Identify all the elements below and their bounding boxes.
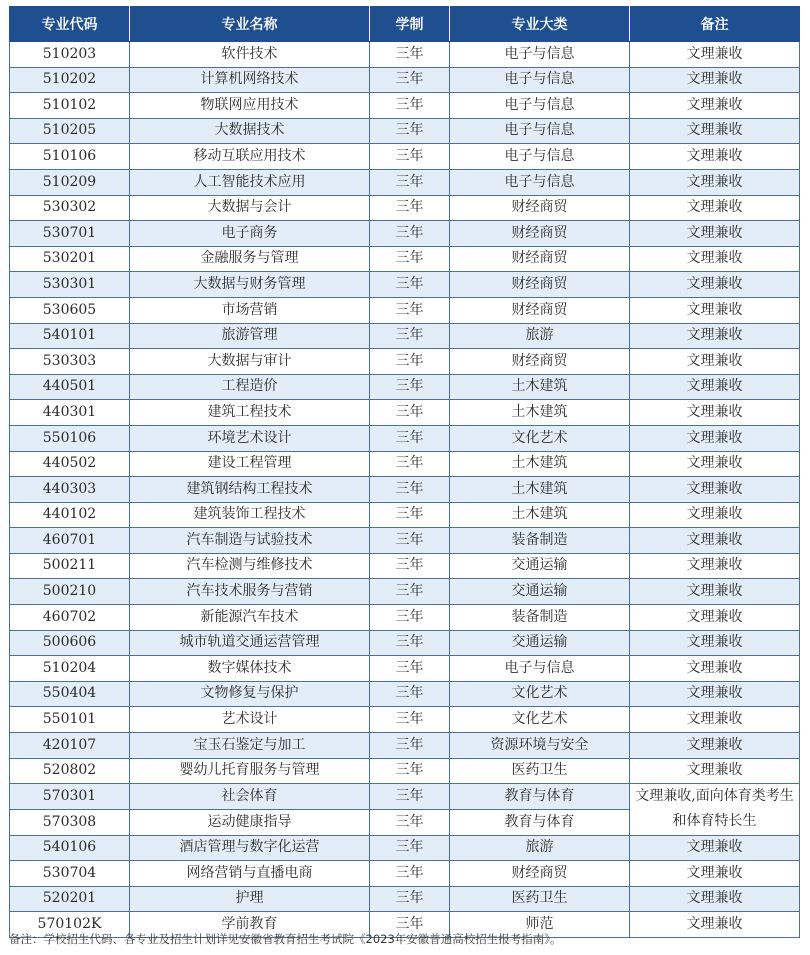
- duration-cell: 三年: [370, 579, 450, 605]
- duration-cell: 三年: [370, 297, 450, 323]
- duration-cell: 三年: [370, 144, 450, 170]
- remark-cell: 文理兼收: [630, 861, 800, 887]
- major-category-cell: 财经商贸: [450, 246, 630, 272]
- major-name-cell: 文物修复与保护: [130, 681, 370, 707]
- table-row: [10, 886, 800, 912]
- remark-cell: 文理兼收: [630, 733, 800, 759]
- duration-cell: 三年: [370, 886, 450, 912]
- major-code-cell: 510203: [10, 42, 130, 68]
- table-row: [10, 605, 800, 631]
- duration-cell: 三年: [370, 809, 450, 835]
- duration-cell: 三年: [370, 42, 450, 68]
- table-row: [10, 758, 800, 784]
- table-row: [10, 144, 800, 170]
- major-category-cell: 教育与体育: [450, 784, 630, 810]
- duration-cell: 三年: [370, 246, 450, 272]
- major-category-cell: 财经商贸: [450, 861, 630, 887]
- duration-cell: 三年: [370, 758, 450, 784]
- remark-cell: 文理兼收: [630, 605, 800, 631]
- table-row: [10, 528, 800, 554]
- table-row: [10, 349, 800, 375]
- remark-cell: 文理兼收: [630, 246, 800, 272]
- remark-cell: 文理兼收: [630, 579, 800, 605]
- duration-cell: 三年: [370, 681, 450, 707]
- duration-cell: 三年: [370, 400, 450, 426]
- table-row: [10, 400, 800, 426]
- table-row: [10, 297, 800, 323]
- major-code-cell: 550106: [10, 425, 130, 451]
- major-name-cell: 城市轨道交通运营管理: [130, 630, 370, 656]
- major-category-cell: 教育与体育: [450, 809, 630, 835]
- table-row: [10, 93, 800, 119]
- duration-cell: 三年: [370, 374, 450, 400]
- duration-cell: 三年: [370, 272, 450, 298]
- major-category-cell: 文化艺术: [450, 681, 630, 707]
- major-category-cell: 财经商贸: [450, 297, 630, 323]
- major-category-cell: 文化艺术: [450, 425, 630, 451]
- major-name-cell: 大数据技术: [130, 118, 370, 144]
- major-category-cell: 医药卫生: [450, 758, 630, 784]
- major-code-cell: 460702: [10, 605, 130, 631]
- table-row: [10, 425, 800, 451]
- major-name-cell: 社会体育: [130, 784, 370, 810]
- remark-cell: 文理兼收,面向体育类考生和体育特长生: [630, 784, 800, 835]
- major-code-cell: 420107: [10, 733, 130, 759]
- duration-cell: 三年: [370, 323, 450, 349]
- major-code-cell: 530302: [10, 195, 130, 221]
- duration-cell: 三年: [370, 656, 450, 682]
- remark-cell: 文理兼收: [630, 502, 800, 528]
- major-table: [9, 6, 800, 938]
- table-row: [10, 477, 800, 503]
- table-row: [10, 67, 800, 93]
- table-row: [10, 579, 800, 605]
- major-category-cell: 电子与信息: [450, 169, 630, 195]
- duration-cell: 三年: [370, 605, 450, 631]
- duration-cell: 三年: [370, 93, 450, 119]
- table-row: [10, 707, 800, 733]
- major-name-cell: 旅游管理: [130, 323, 370, 349]
- major-category-cell: 交通运输: [450, 630, 630, 656]
- major-code-cell: 570301: [10, 784, 130, 810]
- remark-cell: 文理兼收: [630, 681, 800, 707]
- duration-cell: 三年: [370, 477, 450, 503]
- major-category-cell: 财经商贸: [450, 349, 630, 375]
- duration-cell: 三年: [370, 349, 450, 375]
- major-code-cell: 440102: [10, 502, 130, 528]
- major-category-cell: 文化艺术: [450, 707, 630, 733]
- major-name-cell: 婴幼儿托育服务与管理: [130, 758, 370, 784]
- header-category: 专业大类: [450, 7, 630, 42]
- remark-cell: 文理兼收: [630, 707, 800, 733]
- remark-cell: 文理兼收: [630, 221, 800, 247]
- remark-cell: 文理兼收: [630, 349, 800, 375]
- duration-cell: 三年: [370, 118, 450, 144]
- major-category-cell: 师范: [450, 912, 630, 938]
- major-name-cell: 宝玉石鉴定与加工: [130, 733, 370, 759]
- major-name-cell: 环境艺术设计: [130, 425, 370, 451]
- major-name-cell: 艺术设计: [130, 707, 370, 733]
- major-name-cell: 汽车制造与试验技术: [130, 528, 370, 554]
- remark-cell: 文理兼收: [630, 451, 800, 477]
- duration-cell: 三年: [370, 451, 450, 477]
- table-row: [10, 451, 800, 477]
- major-category-cell: 财经商贸: [450, 272, 630, 298]
- major-name-cell: 物联网应用技术: [130, 93, 370, 119]
- major-name-cell: 建筑工程技术: [130, 400, 370, 426]
- major-category-cell: 电子与信息: [450, 656, 630, 682]
- table-row: [10, 169, 800, 195]
- major-code-cell: 570102K: [10, 912, 130, 938]
- table-row: [10, 656, 800, 682]
- major-name-cell: 计算机网络技术: [130, 67, 370, 93]
- table-row: [10, 733, 800, 759]
- table-row: [10, 835, 800, 861]
- header-duration: 学制: [370, 7, 450, 42]
- major-code-cell: 550404: [10, 681, 130, 707]
- major-name-cell: 市场营销: [130, 297, 370, 323]
- major-code-cell: 550101: [10, 707, 130, 733]
- table-row: [10, 221, 800, 247]
- major-code-cell: 440303: [10, 477, 130, 503]
- major-category-cell: 装备制造: [450, 528, 630, 554]
- remark-cell: 文理兼收: [630, 886, 800, 912]
- major-name-cell: 汽车检测与维修技术: [130, 553, 370, 579]
- remark-cell: 文理兼收: [630, 835, 800, 861]
- table-row: [10, 195, 800, 221]
- remark-cell: 文理兼收: [630, 553, 800, 579]
- major-category-cell: 交通运输: [450, 579, 630, 605]
- major-code-cell: 520802: [10, 758, 130, 784]
- remark-cell: 文理兼收: [630, 323, 800, 349]
- header-name: 专业名称: [130, 7, 370, 42]
- major-code-cell: 530303: [10, 349, 130, 375]
- major-name-cell: 人工智能技术应用: [130, 169, 370, 195]
- header-code: 专业代码: [10, 7, 130, 42]
- table-body: [10, 42, 800, 938]
- major-name-cell: 汽车技术服务与营销: [130, 579, 370, 605]
- table-row: [10, 118, 800, 144]
- table-row: [10, 553, 800, 579]
- table-row: [10, 272, 800, 298]
- major-category-cell: 电子与信息: [450, 93, 630, 119]
- table-header-row: [10, 7, 800, 42]
- duration-cell: 三年: [370, 861, 450, 887]
- major-name-cell: 数字媒体技术: [130, 656, 370, 682]
- major-code-cell: 510205: [10, 118, 130, 144]
- remark-cell: 文理兼收: [630, 67, 800, 93]
- major-category-cell: 土木建筑: [450, 400, 630, 426]
- major-code-cell: 540101: [10, 323, 130, 349]
- major-code-cell: 510106: [10, 144, 130, 170]
- major-name-cell: 建设工程管理: [130, 451, 370, 477]
- duration-cell: 三年: [370, 528, 450, 554]
- major-category-cell: 电子与信息: [450, 42, 630, 68]
- remark-cell: 文理兼收: [630, 656, 800, 682]
- table-row: [10, 374, 800, 400]
- major-category-cell: 旅游: [450, 835, 630, 861]
- major-category-cell: 土木建筑: [450, 502, 630, 528]
- major-name-cell: 建筑装饰工程技术: [130, 502, 370, 528]
- major-name-cell: 工程造价: [130, 374, 370, 400]
- footnote: 备注：学校招生代码、各专业及招生计划详见安徽省教育招生考试院《2023年安徽普通高校招生报考指南》。: [9, 932, 562, 946]
- table-row: [10, 246, 800, 272]
- major-category-cell: 旅游: [450, 323, 630, 349]
- major-code-cell: 440502: [10, 451, 130, 477]
- remark-cell: 文理兼收: [630, 374, 800, 400]
- remark-cell: 文理兼收: [630, 169, 800, 195]
- major-name-cell: 移动互联应用技术: [130, 144, 370, 170]
- major-code-cell: 510204: [10, 656, 130, 682]
- major-code-cell: 440501: [10, 374, 130, 400]
- duration-cell: 三年: [370, 425, 450, 451]
- major-code-cell: 500606: [10, 630, 130, 656]
- remark-cell: 文理兼收: [630, 758, 800, 784]
- major-code-cell: 530201: [10, 246, 130, 272]
- major-category-cell: 交通运输: [450, 553, 630, 579]
- major-name-cell: 软件技术: [130, 42, 370, 68]
- remark-cell: 文理兼收: [630, 297, 800, 323]
- major-code-cell: 530301: [10, 272, 130, 298]
- major-category-cell: 电子与信息: [450, 118, 630, 144]
- major-name-cell: 大数据与会计: [130, 195, 370, 221]
- major-name-cell: 网络营销与直播电商: [130, 861, 370, 887]
- major-name-cell: 护理: [130, 886, 370, 912]
- table-row: [10, 42, 800, 68]
- major-category-cell: 资源环境与安全: [450, 733, 630, 759]
- duration-cell: 三年: [370, 195, 450, 221]
- duration-cell: 三年: [370, 733, 450, 759]
- remark-cell: 文理兼收: [630, 195, 800, 221]
- major-code-cell: 570308: [10, 809, 130, 835]
- major-name-cell: 新能源汽车技术: [130, 605, 370, 631]
- major-name-cell: 电子商务: [130, 221, 370, 247]
- major-name-cell: 大数据与财务管理: [130, 272, 370, 298]
- major-code-cell: 540106: [10, 835, 130, 861]
- remark-cell: 文理兼收: [630, 118, 800, 144]
- major-code-cell: 530605: [10, 297, 130, 323]
- remark-cell: 文理兼收: [630, 528, 800, 554]
- remark-cell: 文理兼收: [630, 425, 800, 451]
- major-code-cell: 510102: [10, 93, 130, 119]
- duration-cell: 三年: [370, 221, 450, 247]
- remark-cell: 文理兼收: [630, 42, 800, 68]
- major-code-cell: 510209: [10, 169, 130, 195]
- duration-cell: 三年: [370, 169, 450, 195]
- major-code-cell: 460701: [10, 528, 130, 554]
- duration-cell: 三年: [370, 630, 450, 656]
- major-category-cell: 医药卫生: [450, 886, 630, 912]
- remark-cell: 文理兼收: [630, 400, 800, 426]
- major-category-cell: 财经商贸: [450, 195, 630, 221]
- header-remark: 备注: [630, 7, 800, 42]
- major-code-cell: 530704: [10, 861, 130, 887]
- major-category-cell: 装备制造: [450, 605, 630, 631]
- remark-cell: 文理兼收: [630, 630, 800, 656]
- table-row: [10, 502, 800, 528]
- major-name-cell: 酒店管理与数字化运营: [130, 835, 370, 861]
- major-code-cell: 440301: [10, 400, 130, 426]
- major-name-cell: 建筑钢结构工程技术: [130, 477, 370, 503]
- major-code-cell: 510202: [10, 67, 130, 93]
- major-name-cell: 学前教育: [130, 912, 370, 938]
- duration-cell: 三年: [370, 502, 450, 528]
- major-category-cell: 土木建筑: [450, 451, 630, 477]
- major-code-cell: 500211: [10, 553, 130, 579]
- major-category-cell: 土木建筑: [450, 374, 630, 400]
- duration-cell: 三年: [370, 835, 450, 861]
- major-category-cell: 财经商贸: [450, 221, 630, 247]
- major-name-cell: 金融服务与管理: [130, 246, 370, 272]
- table-row: [10, 681, 800, 707]
- remark-cell: 文理兼收: [630, 272, 800, 298]
- major-code-cell: 500210: [10, 579, 130, 605]
- major-category-cell: 土木建筑: [450, 477, 630, 503]
- duration-cell: 三年: [370, 784, 450, 810]
- remark-cell: 文理兼收: [630, 912, 800, 938]
- table-row: [10, 861, 800, 887]
- duration-cell: 三年: [370, 912, 450, 938]
- major-code-cell: 520201: [10, 886, 130, 912]
- remark-cell: 文理兼收: [630, 144, 800, 170]
- duration-cell: 三年: [370, 707, 450, 733]
- major-code-cell: 530701: [10, 221, 130, 247]
- remark-cell: 文理兼收: [630, 93, 800, 119]
- table-row: [10, 784, 800, 810]
- table-row: [10, 323, 800, 349]
- duration-cell: 三年: [370, 553, 450, 579]
- remark-cell: 文理兼收: [630, 477, 800, 503]
- major-name-cell: 运动健康指导: [130, 809, 370, 835]
- table-row: [10, 630, 800, 656]
- major-name-cell: 大数据与审计: [130, 349, 370, 375]
- duration-cell: 三年: [370, 67, 450, 93]
- major-category-cell: 电子与信息: [450, 67, 630, 93]
- major-category-cell: 电子与信息: [450, 144, 630, 170]
